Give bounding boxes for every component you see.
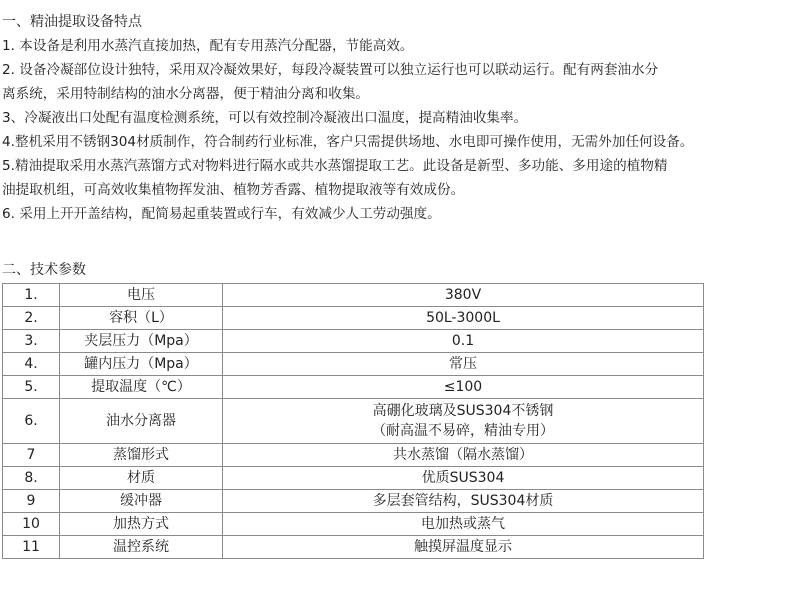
- table-row: [3, 284, 704, 307]
- feature-line-6: 5.精油提取采用水蒸汽蒸馏方式对物料进行隔水或共水蒸馏提取工艺。此设备是新型、多功能、多用途的植物精: [2, 158, 668, 174]
- row-number: 1.: [3, 284, 60, 307]
- table-row: [3, 376, 704, 399]
- param-name: 温控系统: [60, 536, 223, 559]
- table-row: [3, 536, 704, 559]
- param-value: 电加热或蒸气: [223, 513, 704, 536]
- table-row: [3, 467, 704, 490]
- table-row: [3, 490, 704, 513]
- row-number: 6.: [3, 399, 60, 444]
- feature-line-8: 6. 采用上开开盖结构，配简易起重装置或行车，有效减少人工劳动强度。: [2, 206, 441, 222]
- spec-table: [2, 283, 704, 559]
- table-row: [3, 513, 704, 536]
- section-1-title: 一、精油提取设备特点: [2, 14, 142, 30]
- param-name: 夹层压力（Mpa）: [60, 330, 223, 353]
- section-2-title: 二、技术参数: [2, 262, 86, 278]
- param-name: 蒸馏形式: [60, 444, 223, 467]
- param-value: 共水蒸馏（隔水蒸馏）: [223, 444, 704, 467]
- param-value-note: （耐高温不易碎，精油专用）: [372, 423, 554, 439]
- param-name: 油水分离器: [60, 399, 223, 444]
- row-number: 7: [3, 444, 60, 467]
- param-value: 380V: [223, 284, 704, 307]
- row-number: 11: [3, 536, 60, 559]
- param-value: 高硼化玻璃及SUS304不锈钢: [372, 403, 554, 419]
- param-name: 电压: [60, 284, 223, 307]
- param-name: 罐内压力（Mpa）: [60, 353, 223, 376]
- param-value: 触摸屏温度显示: [223, 536, 704, 559]
- feature-line-1: 1. 本设备是利用水蒸汽直接加热，配有专用蒸汽分配器，节能高效。: [2, 38, 414, 54]
- row-number: 4.: [3, 353, 60, 376]
- param-value: 0.1: [223, 330, 704, 353]
- table-row: [3, 399, 704, 444]
- table-row: [3, 353, 704, 376]
- table-row: [3, 330, 704, 353]
- param-value-cell: [223, 399, 704, 444]
- param-name: 材质: [60, 467, 223, 490]
- row-number: 3.: [3, 330, 60, 353]
- feature-line-5: 4.整机采用不锈钢304材质制作，符合制药行业标准，客户只需提供场地、水电即可操作使用，无需外加任何设备。: [2, 134, 694, 150]
- param-value: 多层套管结构，SUS304材质: [223, 490, 704, 513]
- row-number: 10: [3, 513, 60, 536]
- param-value: 50L-3000L: [223, 307, 704, 330]
- param-name: 提取温度（℃）: [60, 376, 223, 399]
- feature-line-3: 离系统，采用特制结构的油水分离器，便于精油分离和收集。: [2, 86, 370, 102]
- param-name: 容积（L）: [60, 307, 223, 330]
- param-name: 加热方式: [60, 513, 223, 536]
- row-number: 8.: [3, 467, 60, 490]
- param-name: 缓冲器: [60, 490, 223, 513]
- param-value: 优质SUS304: [223, 467, 704, 490]
- feature-line-4: 3、冷凝液出口处配有温度检测系统，可以有效控制冷凝液出口温度，提高精油收集率。: [2, 110, 528, 126]
- row-number: 9: [3, 490, 60, 513]
- row-number: 5.: [3, 376, 60, 399]
- table-row: [3, 307, 704, 330]
- table-row: [3, 444, 704, 467]
- param-value: ≤100: [223, 376, 704, 399]
- row-number: 2.: [3, 307, 60, 330]
- param-value: 常压: [223, 353, 704, 376]
- feature-line-7: 油提取机组，可高效收集植物挥发油、植物芳香露、植物提取液等有效成份。: [2, 182, 465, 198]
- feature-line-2: 2. 设备冷凝部位设计独特，采用双冷凝效果好，每段冷凝装置可以独立运行也可以联动运行。配有两套油水分: [2, 62, 659, 78]
